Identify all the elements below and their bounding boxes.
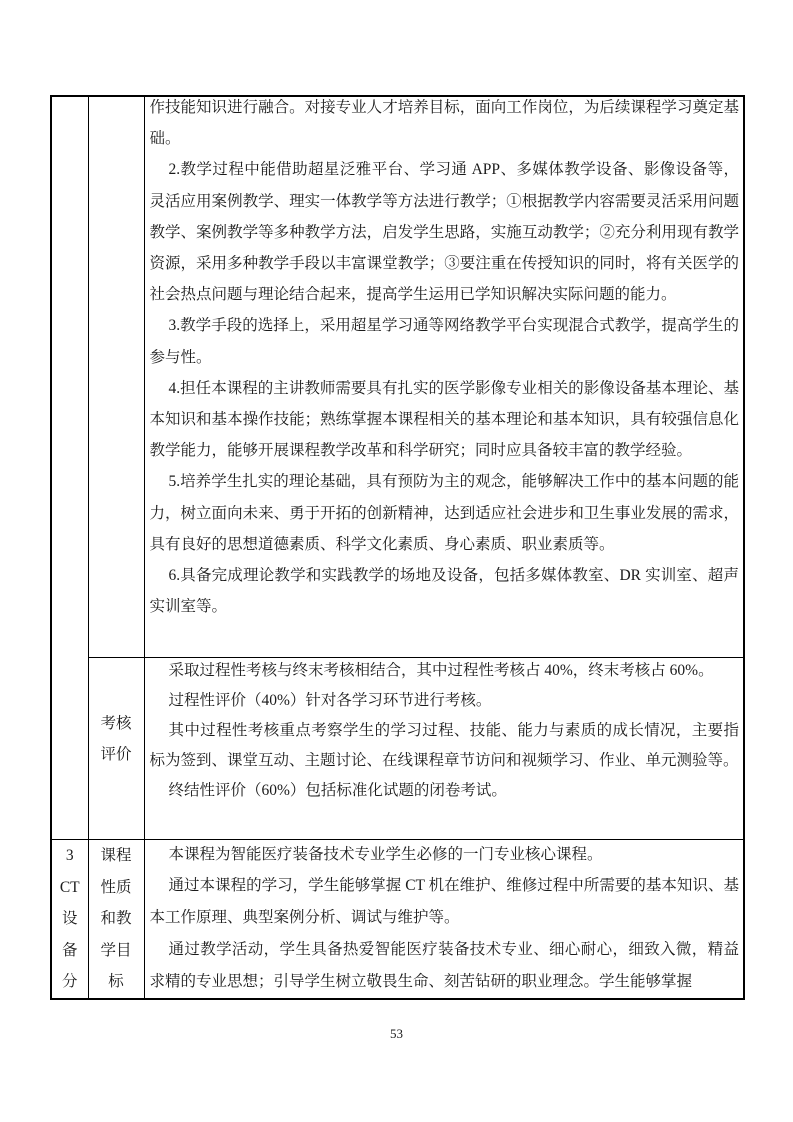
course-nature-objectives-label-cell: [88, 839, 144, 999]
label-line: 性质: [100, 878, 132, 896]
paragraph-quality-objectives: 通过教学活动，学生具备热爱智能医疗装备技术专业、细心耐心，细致入微，精益求精的专业思想；引导学生树立敬畏生命、刻苦钻研的职业理念。学生能够掌握: [149, 940, 739, 990]
course-nature-objectives-content-cell: [144, 839, 744, 999]
paragraph-student-cultivation: 5.培养学生扎实的理论基础，具有预防为主的观念，能够解决工作中的基本问题的能力，树立面向未来、勇于开拓的创新精神，达到适应社会进步和卫生事业发展的需求，具有良好的思想道德素质、科学文化素质、身心素质、职业素质等。: [149, 473, 739, 553]
label-line: 标: [108, 973, 124, 990]
paragraph-continuation: 作技能知识进行融合。对接专业人才培养目标，面向工作岗位，为后续课程学习奠定基础。: [149, 99, 739, 148]
paragraph-course-nature: 本课程为智能医疗装备技术专业学生必修的一门专业核心课程。: [168, 845, 603, 863]
table-row-teaching-implementation: [51, 96, 744, 657]
label-line: 评价: [100, 746, 132, 763]
row-number-cell-empty: [51, 96, 88, 839]
row-label-cell-empty: [88, 96, 144, 657]
course-nature-objectives-text: [145, 839, 744, 997]
label-line: 考核: [100, 714, 132, 732]
teaching-implementation-content-cell: [144, 96, 744, 657]
paragraph-process-evaluation: 过程性评价（40%）针对各学习环节进行考核。: [168, 691, 492, 709]
paragraph-facilities: 6.具备完成理论教学和实践教学的场地及设备，包括多媒体教室、DR 实训室、超声实训室等。: [149, 567, 739, 616]
assessment-evaluation-label-cell: [88, 657, 144, 839]
section-number-label: [52, 840, 88, 998]
table-row-assessment-evaluation: [51, 657, 744, 839]
paragraph-knowledge-objectives: 通过本课程的学习，学生能够掌握 CT 机在维护、维修过程中所需要的基本知识、基本工作原理、典型案例分析、调试与维护等。: [149, 877, 739, 927]
label-line: 备: [61, 941, 78, 959]
paragraph-process-indicators: 其中过程性考核重点考察学生的学习过程、技能、能力与素质的成长情况，主要指标为签到、课堂互动、主题讨论、在线课程章节访问和视频学习、作业、单元测验等。: [149, 721, 739, 770]
label-line: 分: [61, 973, 78, 990]
assessment-evaluation-text: [145, 657, 744, 807]
paragraph-teacher-requirements: 4.担任本课程的主讲教师需要具有扎实的医学影像专业相关的影像设备基本理论、基本知识和基本操作技能；熟练掌握本课程相关的基本理论和基本知识，具有较强信息化教学能力，能够开展课程教学改革和科学研究；同时应具备较丰富的教学经验。: [149, 379, 739, 460]
course-outline-table: [50, 95, 745, 1000]
paragraph-teaching-process: 2.教学过程中能借助超星泛雅平台、学习通 APP、多媒体教学设备、影像设备等，灵活应用案例教学、理实一体教学等方法进行教学；①根据教学内容需要灵活采用问题教学、案例教学等多种教学方法，启发学生思路，实施互动教学；②充分利用现有教学资源，采用多种教学手段以丰富课堂教学；③要注重在传授知识的同时，将有关医学的社会热点问题与理论结合起来，提高学生运用已学知识解决实际问题的能力。: [149, 161, 739, 304]
paragraph-teaching-means: 3.教学手段的选择上，采用超星学习通等网络教学平台实现混合式教学，提高学生的参与性。: [149, 317, 739, 366]
paragraph-assessment-overview: 采取过程性考核与终末考核相结合，其中过程性考核占 40%，终末考核占 60%。: [168, 661, 714, 679]
paragraph-summative-evaluation: 终结性评价（60%）包括标准化试题的闭卷考试。: [168, 782, 507, 800]
label-line: 学目: [100, 941, 132, 959]
label-line: 3: [65, 847, 74, 864]
section-number-cell: [51, 839, 88, 999]
assessment-evaluation-label: [89, 708, 144, 771]
label-line: 课程: [100, 847, 132, 864]
table-row-ct-equipment-section: [51, 839, 744, 999]
teaching-implementation-text: [145, 96, 744, 622]
label-line: 和教: [100, 910, 132, 927]
label-line: 设: [61, 910, 78, 927]
label-line: CT: [59, 878, 80, 896]
assessment-evaluation-content-cell: [144, 657, 744, 839]
page-number: 53: [390, 1026, 403, 1041]
course-nature-objectives-label: [89, 840, 144, 998]
